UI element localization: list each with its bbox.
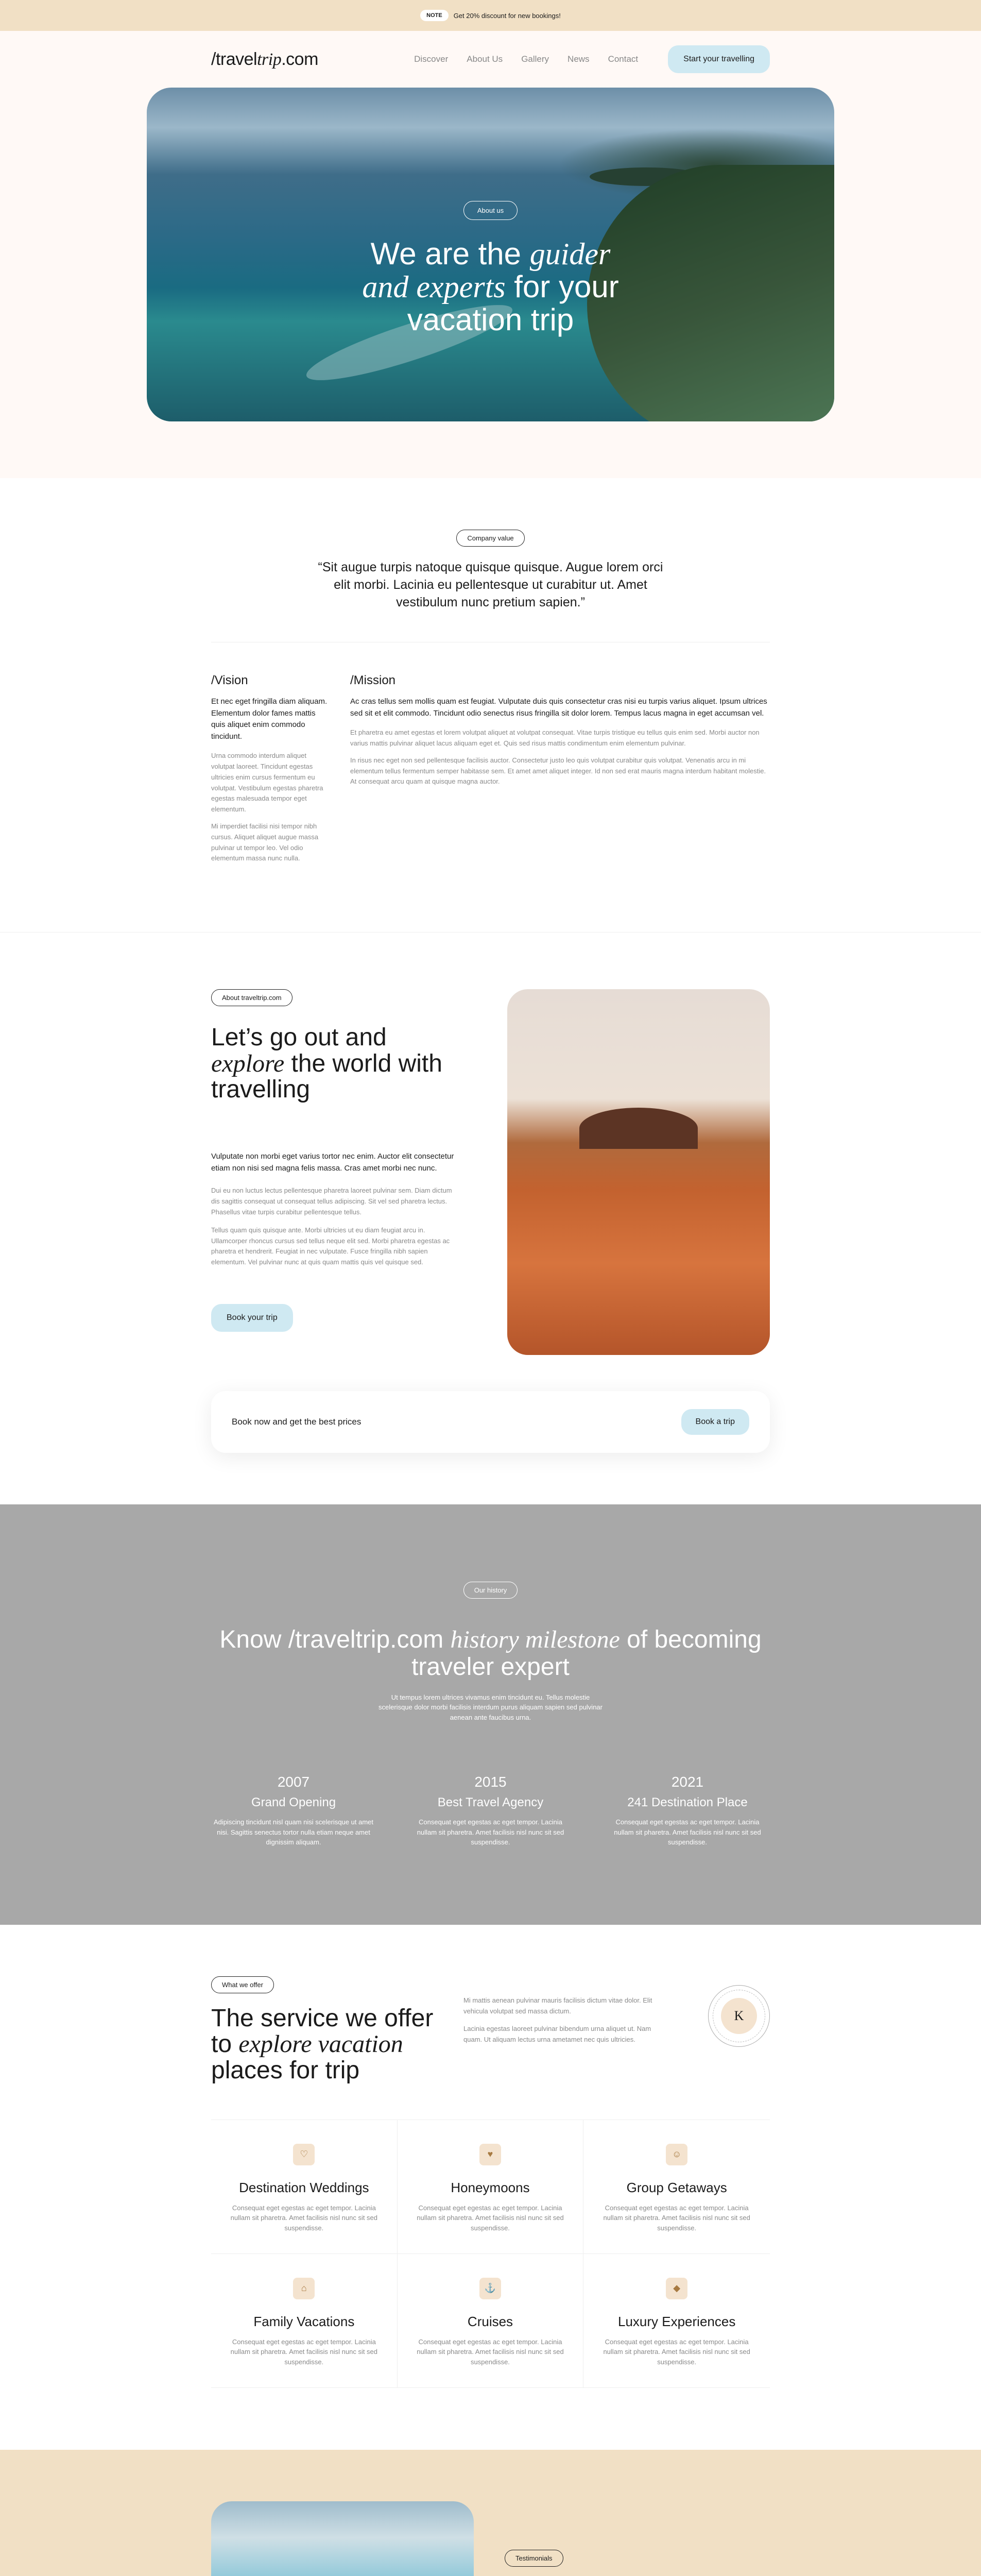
mission-lead: Ac cras tellus sem mollis quam est feugiat. Vulputate duis quis consectetur cras nisi eu turpis varius aliquet. Ipsum ultrices sed sit et elit commodo. Tincidunt odio senectus risus fringilla sit dolor lorem. Tempus lacus magna in eget accumsan vel. <box>350 697 767 718</box>
services-paragraph: Mi mattis aenean pulvinar mauris facilisis dictum vitae dolor. Elit vehicula volutpat sed massa dictum. <box>463 1996 652 2015</box>
service-title: Luxury Experiences <box>617 2313 736 2329</box>
notice-bar <box>0 0 981 31</box>
service-title: Family Vacations <box>253 2313 355 2329</box>
services-paragraph: Lacinia egestas laoreet pulvinar bibendum urna aliquet ut. Nam quam. Ut aliquam lectus urna ametamet nec quis ultricies. <box>463 2025 651 2044</box>
service-card[interactable] <box>398 2120 584 2254</box>
about-section <box>0 932 981 1504</box>
about-title: Let’s go out and explore the world with travelling <box>211 1024 442 1103</box>
hero-content <box>147 201 834 336</box>
values-section <box>0 478 981 932</box>
mission-paragraph: In risus nec eget non sed pellentesque facilisis auctor. Consectetur justo leo quis volutpat curabitur quis volutpat. Venenatis arcu in mi elementum tellus fermentum semper habitasse sem. Et amet amet aliquet integer. Id non sed erat mauris magna interdum habitant molestie. At consequat arcu quam at quisque magna auctor. <box>350 756 766 786</box>
hero-image <box>147 88 834 421</box>
hero-title: We are the guider and experts for your vacation trip <box>362 236 619 337</box>
milestone-year: 2021 <box>671 1774 704 1790</box>
values-quote: “Sit augue turpis natoque quisque quisque. Augue lorem orci elit morbi. Lacinia eu pellentesque ut curabitur ut. Amet vestibulum nunc pretium sapien.” <box>318 560 663 609</box>
services-tag: What we offer <box>211 1976 274 1993</box>
milestone-item <box>211 1774 376 1848</box>
services-section <box>0 1925 981 2450</box>
milestone-title: 241 Destination Place <box>627 1795 748 1810</box>
group-icon: ☺ <box>666 2144 687 2165</box>
booking-banner <box>211 1391 770 1453</box>
mission-column <box>350 673 770 870</box>
milestone-desc: Consequat eget egestas ac eget tempor. Lacinia nullam sit pharetra. Amet facilisis nisl nunc sit sed suspendisse. <box>614 1818 761 1846</box>
island-photo <box>211 2501 474 2576</box>
history-section <box>0 1504 981 1925</box>
mission-paragraph: Et pharetra eu amet egestas et lorem volutpat aliquet at volutpat consequat. Vitae turpis tristique eu tellus quis enim sed. Morbi auctor non varius mattis pulvinar aliquet lacus aliquam eget et. Quis sed risus mattis condimentum enim elementum pulvinar. <box>350 728 760 748</box>
about-tag: About traveltrip.com <box>211 989 292 1006</box>
vision-lead: Et nec eget fringilla diam aliquam. Elementum dolor fames mattis quis aliquet enim commodo tincidunt. <box>211 697 328 741</box>
book-a-trip-button[interactable]: Book a trip <box>681 1409 749 1435</box>
nav-contact[interactable]: Contact <box>608 54 639 64</box>
service-card[interactable] <box>211 2120 398 2254</box>
stamp-letter: K <box>721 1998 757 2034</box>
about-paragraph: Tellus quam quis quisque ante. Morbi ultricies ut eu diam feugiat arcu in. Ullamcorper rhoncus cursus sed tellus neque elit sed. Morbi pharetra egestas ac pharetra et hendrerit. Feugiat in nec vulputate. Fusce fringilla nibh sapien elementum. Vel pulvinar nunc at quis quam mattis quis vel quisque sed. <box>211 1226 450 1266</box>
service-title: Cruises <box>467 2313 513 2329</box>
nav-gallery[interactable]: Gallery <box>521 54 549 64</box>
family-icon: ⌂ <box>293 2278 315 2299</box>
service-desc: Consequat eget egestas ac eget tempor. Lacinia nullam sit pharetra. Amet facilisis nisl nunc sit sed suspendisse. <box>603 2337 750 2366</box>
booking-text: Book now and get the best prices <box>232 1417 362 1427</box>
service-desc: Consequat eget egestas ac eget tempor. Lacinia nullam sit pharetra. Amet facilisis nisl nunc sit sed suspendisse. <box>417 2337 564 2366</box>
rings-icon: ♡ <box>293 2144 315 2165</box>
testimonial-content <box>505 2550 767 2576</box>
hero-section <box>0 31 981 478</box>
history-title: Know /traveltrip.com history milestone of becoming traveler expert <box>219 1626 762 1681</box>
service-title: Honeymoons <box>451 2179 530 2195</box>
service-card[interactable] <box>211 2254 398 2388</box>
mountain-shape <box>579 1108 698 1149</box>
service-card[interactable] <box>583 2254 770 2388</box>
milestone-title: Grand Opening <box>251 1795 336 1810</box>
service-card[interactable] <box>398 2254 584 2388</box>
vision-paragraph: Mi imperdiet facilisi nisi tempor nibh cursus. Aliquet aliquet augue massa pulvinar ut tempor leo. Vel odio elementum massa nunc nulla. <box>211 822 319 862</box>
heart-icon: ♥ <box>479 2144 501 2165</box>
stamp-ring <box>713 1990 765 2042</box>
values-tag: Company value <box>456 530 524 547</box>
service-desc: Consequat eget egestas ac eget tempor. Lacinia nullam sit pharetra. Amet facilisis nisl nunc sit sed suspendisse. <box>230 2204 378 2232</box>
notice-text: Get 20% discount for new bookings! <box>453 11 561 20</box>
vision-paragraph: Urna commodo interdum aliquet volutpat laoreet. Tincidunt egestas ultricies enim cursus fermentum eu volutpat. Vestibulum egestas pharetra egestas malesuada tempor eget elementum. <box>211 752 323 814</box>
hero-tag: About us <box>463 201 518 220</box>
about-lead: Vulputate non morbi eget varius tortor nec enim. Auctor elit consectetur etiam non nisi sed magna felis massa. Cras amet morbi nec nunc. <box>211 1152 454 1173</box>
nav-news[interactable]: News <box>567 54 590 64</box>
history-milestones <box>211 1774 770 1848</box>
logo[interactable]: /traveltrip.com <box>211 49 318 69</box>
history-subtitle: Ut tempus lorem ultrices vivamus enim tincidunt eu. Tellus molestie scelerisque dolor morbi facilisis interdum purus aliquam sapien sed pulvinar aenean ante faucibus urna. <box>378 1693 603 1721</box>
nav-discover[interactable]: Discover <box>414 54 449 64</box>
testimonials-tag: Testimonials <box>505 2550 563 2567</box>
milestone-year: 2015 <box>474 1774 507 1790</box>
service-title: Destination Weddings <box>239 2179 369 2195</box>
milestone-desc: Consequat eget egestas ac eget tempor. Lacinia nullam sit pharetra. Amet facilisis nisl nunc sit sed suspendisse. <box>417 1818 564 1846</box>
brand-stamp-icon <box>708 1985 770 2047</box>
service-desc: Consequat eget egestas ac eget tempor. Lacinia nullam sit pharetra. Amet facilisis nisl nunc sit sed suspendisse. <box>417 2204 564 2232</box>
vision-title: /Vision <box>211 673 248 688</box>
service-desc: Consequat eget egestas ac eget tempor. Lacinia nullam sit pharetra. Amet facilisis nisl nunc sit sed suspendisse. <box>230 2337 378 2366</box>
main-nav <box>414 54 638 64</box>
milestone-item <box>408 1774 573 1848</box>
service-desc: Consequat eget egestas ac eget tempor. Lacinia nullam sit pharetra. Amet facilisis nisl nunc sit sed suspendisse. <box>603 2204 750 2232</box>
vision-column <box>211 673 330 870</box>
vision-mission <box>211 642 770 870</box>
site-header <box>211 31 770 88</box>
service-card[interactable] <box>583 2120 770 2254</box>
desert-image <box>507 989 770 1355</box>
about-text <box>211 989 458 1355</box>
milestone-year: 2007 <box>277 1774 310 1790</box>
book-your-trip-button[interactable]: Book your trip <box>211 1304 293 1332</box>
mission-title: /Mission <box>350 673 396 688</box>
about-paragraph: Dui eu non luctus lectus pellentesque pharetra laoreet pulvinar sem. Diam dictum dis sagittis consequat ut consequat tellus adipiscing. Sit vel sed pharetra lectus. Phasellus vitae turpis curabitur pellentesque tellus. <box>211 1187 452 1216</box>
services-grid <box>211 2120 770 2388</box>
nav-about[interactable]: About Us <box>467 54 503 64</box>
milestone-item <box>605 1774 770 1848</box>
services-intro <box>463 1995 654 2053</box>
notice-badge: NOTE <box>420 10 449 21</box>
history-tag: Our history <box>463 1582 518 1599</box>
diamond-icon: ◆ <box>666 2278 687 2299</box>
services-title: The service we offer to explore vacation places for trip <box>211 2004 434 2084</box>
service-title: Group Getaways <box>626 2179 727 2195</box>
start-travelling-button[interactable]: Start your travelling <box>668 45 770 73</box>
milestone-title: Best Travel Agency <box>437 1795 544 1810</box>
testimonials-section <box>0 2450 981 2576</box>
milestone-desc: Adipiscing tincidunt nisl quam nisi scelerisque ut amet nisi. Sagittis senectus tortor nulla etiam neque amet dignissim aliquam. <box>214 1818 373 1846</box>
ship-icon: ⚓ <box>479 2278 501 2299</box>
